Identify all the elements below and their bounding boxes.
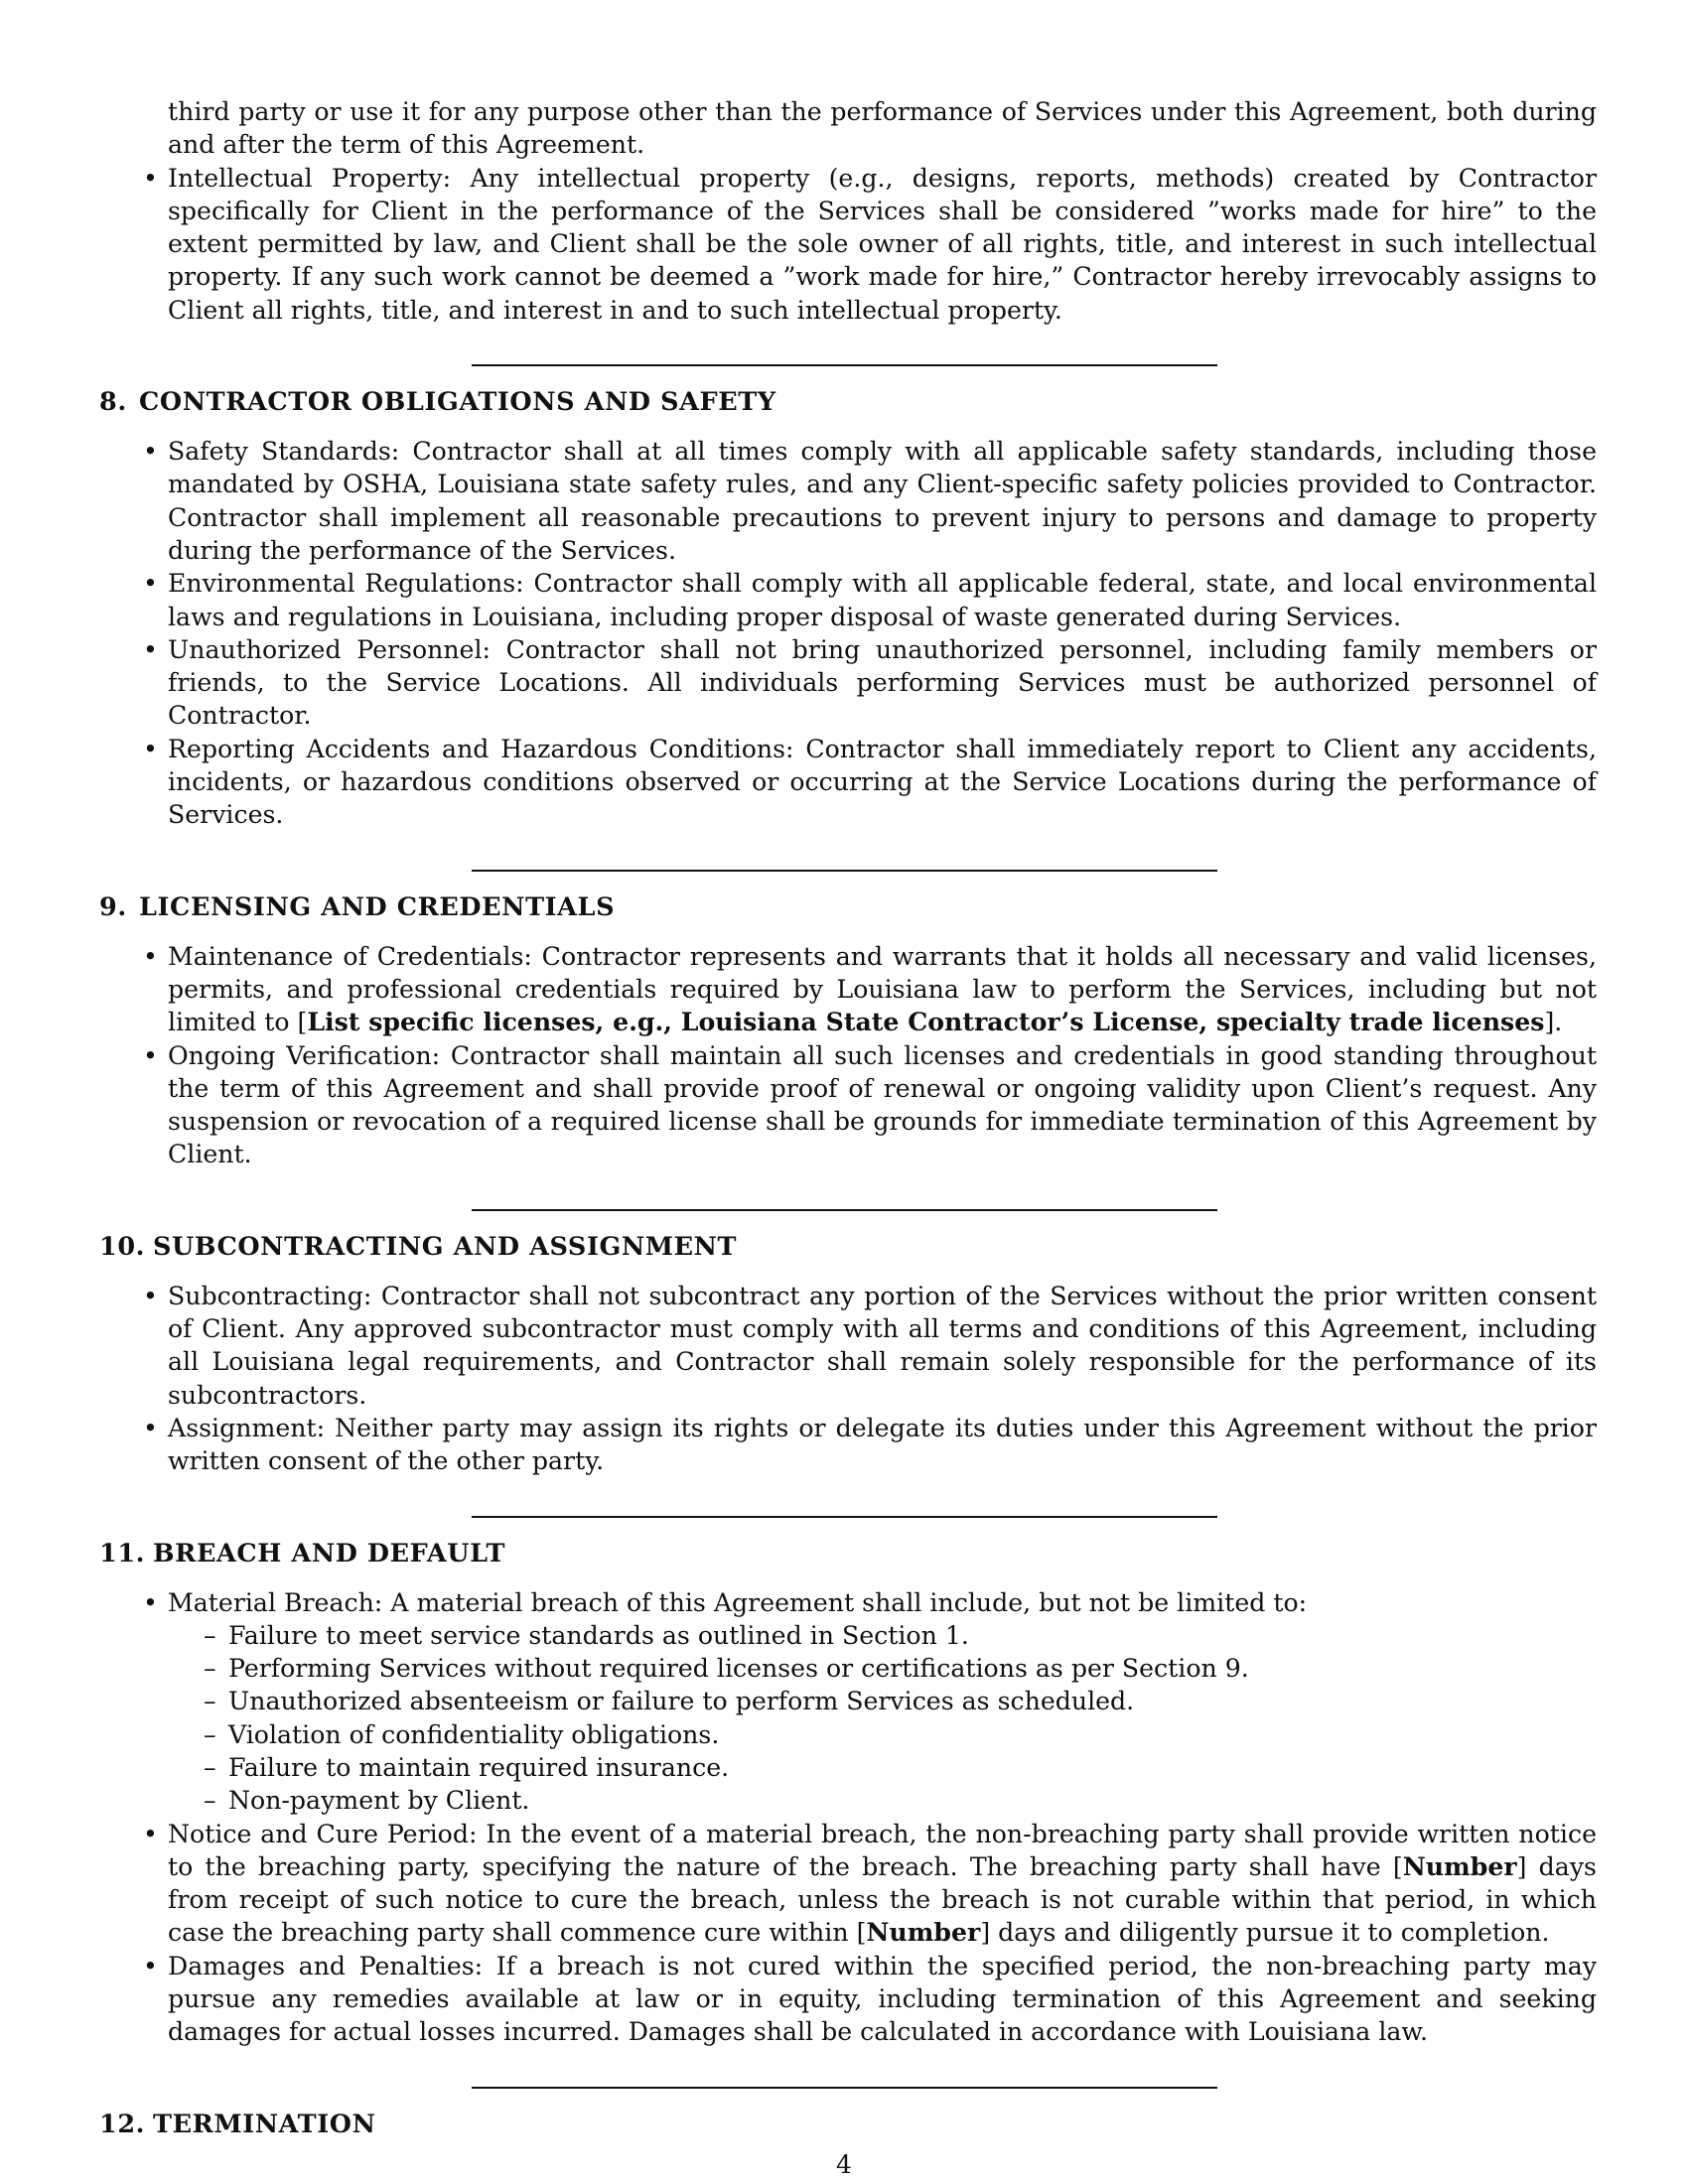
section-number: 10. xyxy=(99,1231,146,1262)
list-item-material-breach xyxy=(99,1586,1597,1818)
list-item-safety-standards: • Safety Standards: Contractor shall at all times comply with all applicable safety standards, including those mandated by OSHA, Louisiana state safety rules, and any Client-specific safety policies provided to Contractor. Contractor shall implement all reasonable precautions to prevent injury to persons and damage to property during the performance of the Services. xyxy=(99,435,1597,567)
sublist-item: – Unauthorized absenteeism or failure to perform Services as scheduled. xyxy=(168,1685,1597,1717)
confidentiality-continuation: third party or use it for any purpose other than the performance of Services under this Agreement, both during and after the term of this Agreement. xyxy=(168,97,1597,160)
item-text: ] days and diligently pursue it to completion. xyxy=(980,1918,1550,1948)
list-item-intellectual-property: • Intellectual Property: Any intellectual property (e.g., designs, reports, methods) created by Contractor specifically for Client in the performance of the Services shall be considered ”works made for hire” to the extent permitted by law, and Client shall be the sole owner of all rights, title, and interest in such intellectual property. If any such work cannot be deemed a ”work made for hire,” Contractor hereby irrevocably assigns to Client all rights, title, and interest in and to such intellectual property. xyxy=(99,162,1597,327)
section-number: 12. xyxy=(99,2109,146,2139)
section-title: BREACH AND DEFAULT xyxy=(153,1538,506,1569)
placeholder-number: Number xyxy=(866,1917,981,1948)
section-number: 9. xyxy=(99,891,127,922)
item-text: Material Breach: A material breach of this Agreement shall include, but not be limited to: xyxy=(168,1587,1308,1617)
section11-list xyxy=(99,1586,1597,2049)
list-item-assignment: • Assignment: Neither party may assign its rights or delegate its duties under this Agreement without the prior written consent of the other party. xyxy=(99,1412,1597,1478)
list-item-unauthorized-personnel: • Unauthorized Personnel: Contractor shall not bring unauthorized personnel, including family members or friends, to the Service Locations. All individuals performing Services must be authorized personnel of Contractor. xyxy=(99,633,1597,733)
section-title: CONTRACTOR OBLIGATIONS AND SAFETY xyxy=(139,387,776,418)
list-item-environmental-regulations: • Environmental Regulations: Contractor shall comply with all applicable federal, state, and local environmental laws and regulations in Louisiana, including proper disposal of waste generated during Services. xyxy=(99,567,1597,633)
section-heading-10 xyxy=(99,1231,1597,1264)
section-title: TERMINATION xyxy=(153,2109,376,2139)
item-text: Maintenance of Credentials: Contractor represents and warrants that it holds all necessary and valid licenses, permits, and professional credentials required by Louisiana law to perform the Services, including but not limited to [ xyxy=(168,941,1597,1037)
section9-list xyxy=(99,940,1597,1171)
section-number: 8. xyxy=(99,387,127,418)
list-item-maintenance-of-credentials xyxy=(99,940,1597,1039)
section-divider xyxy=(472,364,1217,366)
section-heading-8 xyxy=(99,386,1597,419)
section-title: SUBCONTRACTING AND ASSIGNMENT xyxy=(153,1231,738,1262)
section-divider xyxy=(472,1209,1217,1211)
list-item-ongoing-verification: • Ongoing Verification: Contractor shall maintain all such licenses and credentials in good standing throughout the term of this Agreement and shall provide proof of renewal or ongoing validity upon Client’s request. Any suspension or revocation of a required license shall be grounds for immediate termination of this Agreement by Client. xyxy=(99,1039,1597,1171)
list-item-subcontracting: • Subcontracting: Contractor shall not subcontract any portion of the Services without the prior written consent of Client. Any approved subcontractor must comply with all terms and conditions of this Agreement, including all Louisiana legal requirements, and Contractor shall remain solely responsible for the performance of its subcontractors. xyxy=(99,1280,1597,1412)
section-heading-9 xyxy=(99,891,1597,924)
sublist-item: – Failure to maintain required insurance. xyxy=(168,1751,1597,1784)
placeholder-number: Number xyxy=(1402,1850,1517,1881)
sublist-item: – Performing Services without required licenses or certifications as per Section 9. xyxy=(168,1652,1597,1685)
sublist-item: – Violation of confidentiality obligations. xyxy=(168,1718,1597,1751)
item-text: ] days from receipt of such notice to cure the breach, unless the breach is not curable within that period, in which case the breaching party shall commence cure within [ xyxy=(168,1851,1597,1948)
item-text: Notice and Cure Period: In the event of a material breach, the non-breaching party shall provide written notice to the breaching party, specifying the nature of the breach. The breaching party shall have [ xyxy=(168,1819,1597,1881)
section-title: LICENSING AND CREDENTIALS xyxy=(139,891,616,922)
page-content xyxy=(99,95,1597,2141)
list-item-notice-and-cure xyxy=(99,1818,1597,1950)
page-number: 4 xyxy=(836,2150,852,2179)
section-number: 11. xyxy=(99,1538,146,1569)
list-item-damages-and-penalties: • Damages and Penalties: If a breach is not cured within the specified period, the non-breaching party may pursue any remedies available at law or in equity, including termination of this Agreement and seeking damages for actual losses incurred. Damages shall be calculated in accordance with Louisiana law. xyxy=(99,1950,1597,2049)
section-heading-12 xyxy=(99,2109,1597,2141)
list-item-reporting-accidents: • Reporting Accidents and Hazardous Conditions: Contractor shall immediately report to Client any accidents, incidents, or hazardous conditions observed or occurring at the Service Locations during the performance of Services. xyxy=(99,733,1597,832)
sublist-item: – Non-payment by Client. xyxy=(168,1784,1597,1817)
section-heading-11 xyxy=(99,1538,1597,1570)
placeholder-licenses: List specific licenses, e.g., Louisiana State Contractor’s License, specialty trade licenses xyxy=(307,1007,1545,1037)
section10-list xyxy=(99,1280,1597,1478)
item-text-end: ]. xyxy=(1544,1008,1563,1037)
breach-sublist xyxy=(168,1619,1597,1818)
section-divider xyxy=(472,870,1217,872)
section-divider xyxy=(472,1516,1217,1518)
section7-list xyxy=(99,162,1597,327)
sublist-item: – Failure to meet service standards as outlined in Section 1. xyxy=(168,1619,1597,1652)
section8-list xyxy=(99,435,1597,832)
section-divider xyxy=(472,2087,1217,2089)
